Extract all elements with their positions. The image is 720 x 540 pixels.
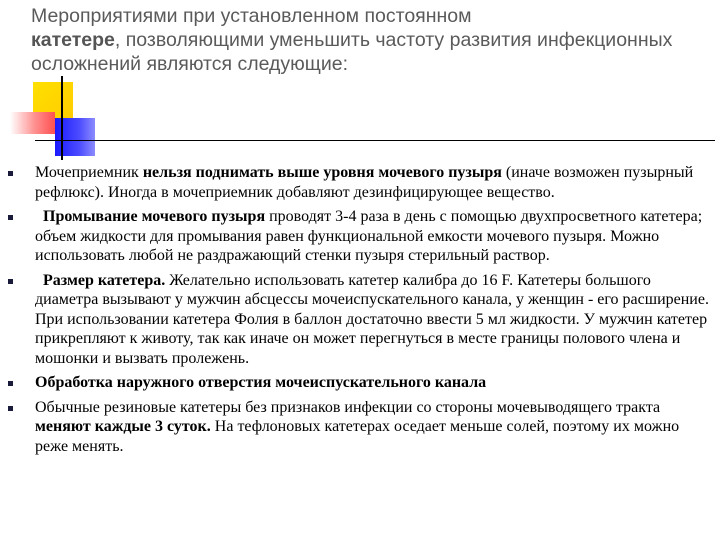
title-bold-word: катетере [31, 29, 115, 51]
item-text: Мочеприемник [35, 164, 143, 181]
bullet-list [8, 163, 713, 461]
item-bold-text: нельзя поднимать выше уровня мочевого пузыря [142, 164, 502, 181]
square-bullet-icon [8, 215, 13, 220]
item-text [35, 272, 43, 289]
list-item [8, 373, 713, 393]
square-bullet-icon [8, 381, 13, 386]
item-text: проводят 3-4 раза в день с помощью двухпросветного катетера; объем жидкости для промывания равен функциональной емкости мочевого пузыря. Можно использовать любой не раздражающий стенки пузыря стерильный раствор. [35, 208, 703, 264]
item-bold-text: Обработка наружного отверстия мочеиспускательного канала [35, 374, 487, 391]
square-bullet-icon [8, 406, 13, 411]
list-item [8, 163, 713, 202]
square-bullet-icon [8, 279, 13, 284]
item-bold-text: Промывание мочевого пузыря [43, 208, 266, 225]
list-item [8, 271, 713, 369]
item-bold-text: Размер катетера. [43, 271, 166, 289]
square-bullet-icon [8, 171, 13, 176]
item-text: Обычные резиновые катетеры без признаков инфекции со стороны мочевыводящего тракта [35, 398, 661, 416]
item-text: Желательно использовать катетер калибра до 16 F. Катетеры большого диаметра вызывают у мужчин абсцессы мочеиспускательного канала, у женщин - его расширение. При использовании катетера Фолия в баллон достаточно ввести 5 мл жидкости. У мужчин катетер прикрепляют к животу, так как иначе он может перегнуться в месте границы полового члена и мошонки и вызвать пролежень. [35, 271, 709, 367]
item-text: На тефлоновых катетерах оседает меньше солей, поэтому их можно реже менять. [35, 418, 680, 455]
title-part-3: , позволяющими уменьшить частоту развития инфекционных осложнений являются следующие: [31, 29, 673, 75]
item-bold-text: меняют каждые 3 суток. [35, 418, 211, 435]
item-text [35, 208, 43, 225]
slide-title [31, 4, 711, 76]
list-item [8, 398, 713, 457]
item-text: (иначе возможен пузырный рефлюкс). Иногда в мочеприемник добавляют дезинфицирующее вещество. [35, 164, 694, 201]
horizontal-rule [35, 140, 715, 141]
title-part-1: Мероприятиями при установленном постоянном [31, 5, 472, 27]
list-item [8, 207, 713, 266]
